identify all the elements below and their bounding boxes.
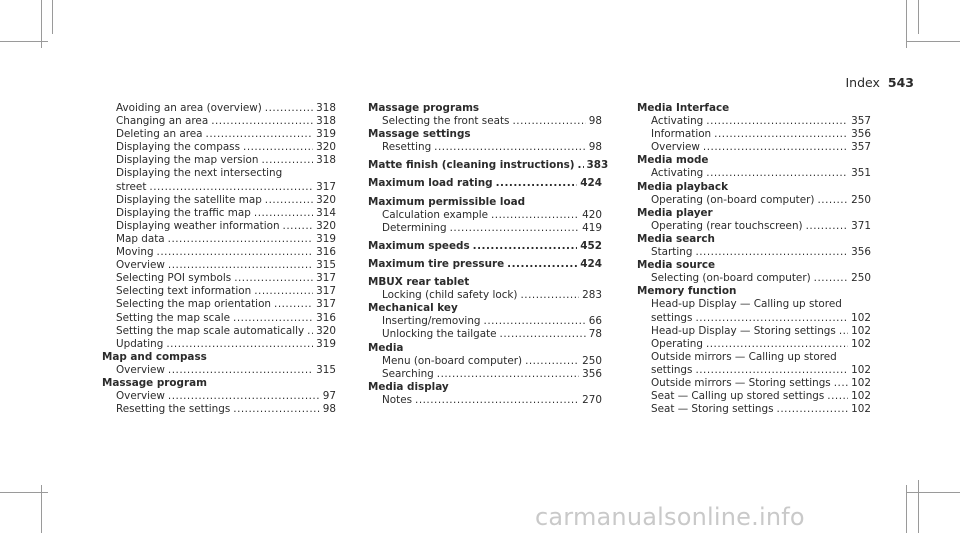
- watermark: carmanualsonline.info: [535, 503, 805, 531]
- index-entry: [637, 272, 871, 285]
- crop-mark: [0, 41, 48, 42]
- entry-label: Maximum tire pressure: [368, 257, 505, 270]
- page-reference: 319: [316, 337, 336, 350]
- index-entry: [637, 338, 871, 351]
- dot-leader: [839, 325, 848, 338]
- page-reference: 270: [582, 393, 602, 406]
- page-reference: 250: [851, 193, 871, 206]
- page-reference: 318: [316, 115, 336, 128]
- page-reference: 371: [851, 219, 871, 232]
- index-entry: [102, 390, 336, 403]
- entry-label: Seat — Storing settings: [651, 403, 774, 416]
- entry-label: Deleting an area: [116, 128, 203, 141]
- index-entry: [102, 272, 336, 285]
- index-entry: [102, 298, 336, 311]
- index-entry: [102, 181, 336, 194]
- crop-mark: [0, 492, 48, 493]
- index-heading-with-page: [368, 177, 602, 190]
- page-reference: 250: [851, 272, 871, 285]
- dot-leader: [834, 377, 848, 390]
- dot-leader: [233, 403, 320, 416]
- entry-label: Resetting: [382, 141, 432, 154]
- entry-label: Overview: [116, 390, 165, 403]
- index-entry: [102, 246, 336, 259]
- dot-leader: [484, 315, 586, 328]
- index-column-1: [102, 102, 336, 416]
- dot-leader: [450, 222, 580, 235]
- index-entry: [368, 141, 602, 154]
- dot-leader: [703, 141, 848, 154]
- index-heading: MBUX rear tablet: [368, 276, 470, 289]
- entry-label: Inserting/removing: [382, 315, 481, 328]
- crop-mark: [918, 480, 919, 533]
- index-entry: [637, 312, 871, 325]
- dot-leader: [233, 312, 313, 325]
- index-entry: [368, 209, 602, 222]
- entry-label: Overview: [116, 259, 165, 272]
- index-heading: Maximum permissible load: [368, 195, 526, 208]
- entry-label: settings: [651, 311, 693, 324]
- entry-label: Updating: [116, 337, 164, 350]
- page-reference: 317: [316, 272, 336, 285]
- entry-label: Avoiding an area (overview): [116, 102, 262, 114]
- index-column-3: [637, 102, 871, 416]
- index-entry: [102, 325, 336, 338]
- page-reference: 319: [316, 128, 336, 141]
- page-reference: 357: [851, 115, 871, 128]
- entry-label: Displaying the map version: [116, 154, 259, 167]
- page-reference: 357: [851, 141, 871, 154]
- dot-leader: [578, 159, 584, 172]
- crop-mark: [906, 492, 960, 493]
- index-heading: Media mode: [637, 154, 709, 167]
- entry-label: Overview: [116, 363, 165, 376]
- entry-label: Displaying the satellite map: [116, 193, 262, 206]
- page-reference: 320: [316, 324, 337, 337]
- index-entry: [637, 115, 871, 128]
- page-reference: 102: [851, 403, 871, 416]
- page-number: 543: [887, 75, 914, 90]
- page-reference: 317: [316, 180, 336, 193]
- index-entry: [637, 220, 871, 233]
- dot-leader: [491, 209, 579, 222]
- dot-leader: [265, 102, 313, 115]
- entry-label: Activating: [651, 115, 704, 128]
- index-heading: Memory function: [637, 285, 737, 298]
- dot-leader: [261, 154, 313, 167]
- dot-leader: [695, 246, 848, 259]
- index-entry-continued: Head-up Display — Calling up stored: [651, 298, 842, 311]
- index-column-2: [368, 102, 609, 407]
- dot-leader: [283, 220, 314, 233]
- index-heading: Media playback: [637, 180, 728, 193]
- index-entry: [102, 259, 336, 272]
- entry-label: Unlocking the tailgate: [382, 328, 497, 341]
- dot-leader: [512, 115, 585, 128]
- entry-label: Selecting the map orientation: [116, 298, 272, 311]
- entry-label: Selecting the front seats: [382, 115, 510, 128]
- dot-leader: [274, 298, 313, 311]
- index-entry: [637, 246, 871, 259]
- page-reference: 424: [580, 257, 602, 270]
- dot-leader: [817, 194, 848, 207]
- entry-label: Changing an area: [116, 115, 209, 128]
- index-heading: Massage settings: [368, 128, 471, 141]
- page-reference: 78: [588, 328, 602, 341]
- dot-leader: [777, 403, 849, 416]
- entry-label: Matte finish (cleaning instructions): [368, 159, 575, 172]
- entry-label: Displaying weather information: [116, 219, 280, 232]
- index-entry: [637, 364, 871, 377]
- entry-label: Selecting POI symbols: [116, 272, 232, 285]
- index-entry: [368, 289, 602, 302]
- section-label: Index: [845, 75, 880, 90]
- page-reference: 317: [316, 285, 336, 298]
- crop-mark: [906, 41, 960, 42]
- dot-leader: [714, 128, 848, 141]
- index-entry: [637, 390, 871, 403]
- dot-leader: [254, 207, 313, 220]
- dot-leader: [695, 312, 848, 325]
- page-reference: 316: [316, 246, 336, 259]
- index-entry: [102, 128, 336, 141]
- entry-label: Map data: [116, 232, 165, 245]
- dot-leader: [706, 115, 848, 128]
- index-heading: Media source: [637, 259, 716, 272]
- dot-leader: [500, 328, 586, 341]
- index-entry: [637, 194, 871, 207]
- dot-leader: [211, 115, 313, 128]
- index-entry: [102, 338, 336, 351]
- dot-leader: [157, 246, 314, 259]
- index-heading: Media player: [637, 206, 713, 219]
- entry-label: street: [116, 180, 147, 193]
- entry-label: Setting the map scale automatically: [116, 324, 305, 337]
- entry-label: Searching: [382, 367, 434, 380]
- index-entry: [637, 325, 871, 338]
- page-reference: 250: [582, 354, 602, 367]
- page-reference: 316: [316, 311, 336, 324]
- dot-leader: [254, 285, 313, 298]
- dot-leader: [168, 364, 313, 377]
- page-reference: 102: [851, 337, 871, 350]
- entry-label: Calculation example: [382, 208, 488, 221]
- index-heading: Media Interface: [637, 102, 730, 114]
- entry-label: Maximum speeds: [368, 239, 470, 252]
- index-entry: [368, 315, 602, 328]
- index-entry: [102, 102, 336, 115]
- index-heading: Media: [368, 341, 404, 354]
- entry-label: Starting: [651, 246, 693, 259]
- page-reference: 351: [851, 167, 871, 180]
- page-reference: 318: [316, 102, 336, 114]
- index-entry: [102, 194, 336, 207]
- page-reference: 356: [851, 246, 871, 259]
- page-reference: 98: [588, 141, 602, 154]
- dot-leader: [827, 390, 848, 403]
- index-entry: [102, 154, 336, 167]
- index-entry: [637, 377, 871, 390]
- dot-leader: [168, 233, 314, 246]
- index-entry: [102, 220, 336, 233]
- entry-label: Setting the map scale: [116, 311, 231, 324]
- entry-label: Notes: [382, 393, 413, 406]
- entry-label: Overview: [651, 141, 700, 154]
- index-entry: [102, 207, 336, 220]
- dot-leader: [496, 177, 578, 190]
- entry-label: Outside mirrors — Storing settings: [651, 376, 831, 389]
- entry-label: Selecting text information: [116, 285, 252, 298]
- dot-leader: [168, 259, 313, 272]
- page-reference: 419: [582, 221, 602, 234]
- dot-leader: [706, 338, 848, 351]
- index-heading-with-page: [368, 258, 602, 271]
- page-reference: 102: [851, 376, 871, 389]
- dot-leader: [307, 325, 313, 338]
- entry-label: Selecting (on-board computer): [651, 272, 811, 285]
- dot-leader: [814, 272, 849, 285]
- page-reference: 420: [582, 208, 602, 221]
- page-reference: 98: [322, 403, 336, 416]
- page-reference: 318: [316, 154, 336, 167]
- page-reference: 320: [316, 193, 336, 206]
- index-entry: [368, 328, 602, 341]
- index-entry: [637, 141, 871, 154]
- dot-leader: [243, 141, 313, 154]
- dot-leader: [520, 289, 579, 302]
- dot-leader: [234, 272, 313, 285]
- page-reference: 102: [851, 311, 871, 324]
- index-heading: Massage program: [102, 376, 207, 389]
- page-reference: 283: [582, 289, 602, 302]
- dot-leader: [168, 390, 320, 403]
- page-reference: 98: [588, 115, 602, 128]
- index-entry: [637, 167, 871, 180]
- index-entry: [368, 394, 602, 407]
- page-reference: 319: [316, 232, 336, 245]
- dot-leader: [473, 240, 578, 253]
- page-reference: 452: [580, 239, 602, 252]
- entry-label: Displaying the compass: [116, 141, 241, 154]
- page-reference: 383: [586, 159, 609, 172]
- crop-mark: [52, 0, 53, 34]
- entry-label: Head-up Display — Storing settings: [651, 324, 836, 337]
- dot-leader: [166, 338, 313, 351]
- index-entry-continued: Displaying the next intersecting: [116, 167, 283, 180]
- page-reference: 424: [580, 177, 602, 190]
- page-reference: 66: [588, 315, 602, 328]
- index-entry: [102, 364, 336, 377]
- entry-label: Menu (on-board computer): [382, 354, 523, 367]
- page-reference: 320: [316, 141, 336, 154]
- entry-label: Locking (child safety lock): [382, 289, 518, 302]
- index-entry: [368, 222, 602, 235]
- dot-leader: [507, 258, 577, 271]
- dot-leader: [206, 128, 314, 141]
- entry-label: Seat — Calling up stored settings: [651, 390, 825, 403]
- page-reference: 315: [316, 259, 336, 272]
- page-reference: 315: [316, 363, 336, 376]
- entry-label: Operating (rear touchscreen): [651, 219, 803, 232]
- entry-label: Resetting the settings: [116, 403, 231, 416]
- index-entry: [637, 128, 871, 141]
- entry-label: Displaying the traffic map: [116, 206, 251, 219]
- index-entry: [102, 312, 336, 325]
- entry-label: Determining: [382, 221, 447, 234]
- index-heading-with-page: [368, 240, 602, 253]
- dot-leader: [149, 181, 313, 194]
- page-reference: 102: [851, 363, 871, 376]
- page-reference: 320: [316, 219, 336, 232]
- page-reference: 317: [316, 298, 336, 311]
- crop-mark: [918, 0, 919, 34]
- entry-label: Information: [651, 128, 712, 141]
- page-reference: 356: [582, 367, 602, 380]
- index-entry: [102, 141, 336, 154]
- index-heading: Media display: [368, 380, 449, 393]
- index-entry: [102, 403, 336, 416]
- entry-label: Moving: [116, 246, 154, 259]
- entry-label: Operating: [651, 337, 703, 350]
- page-reference: 102: [851, 390, 871, 403]
- index-heading: Map and compass: [102, 350, 207, 363]
- entry-label: Operating (on-board computer): [651, 193, 815, 206]
- page-reference: 314: [316, 206, 336, 219]
- index-entry: [637, 403, 871, 416]
- dot-leader: [806, 220, 849, 233]
- page-reference: 356: [851, 128, 871, 141]
- dot-leader: [437, 368, 579, 381]
- index-entry: [368, 368, 602, 381]
- index-entry: [102, 285, 336, 298]
- dot-leader: [265, 194, 313, 207]
- index-entry: [102, 233, 336, 246]
- index-entry-continued: Outside mirrors — Calling up stored: [651, 350, 837, 363]
- index-entry: [368, 115, 602, 128]
- index-entry: [368, 355, 602, 368]
- dot-leader: [695, 364, 848, 377]
- entry-label: Maximum load rating: [368, 177, 493, 190]
- dot-leader: [415, 394, 579, 407]
- index-heading: Media search: [637, 232, 715, 245]
- page-header: [845, 75, 914, 90]
- dot-leader: [706, 167, 848, 180]
- entry-label: settings: [651, 363, 693, 376]
- page-reference: 97: [322, 390, 336, 403]
- dot-leader: [434, 141, 586, 154]
- page-reference: 102: [851, 324, 871, 337]
- index-heading: Mechanical key: [368, 302, 458, 315]
- dot-leader: [525, 355, 579, 368]
- index-entry: [102, 115, 336, 128]
- index-heading: Massage programs: [368, 102, 480, 114]
- index-heading-with-page: [368, 159, 609, 172]
- entry-label: Activating: [651, 167, 704, 180]
